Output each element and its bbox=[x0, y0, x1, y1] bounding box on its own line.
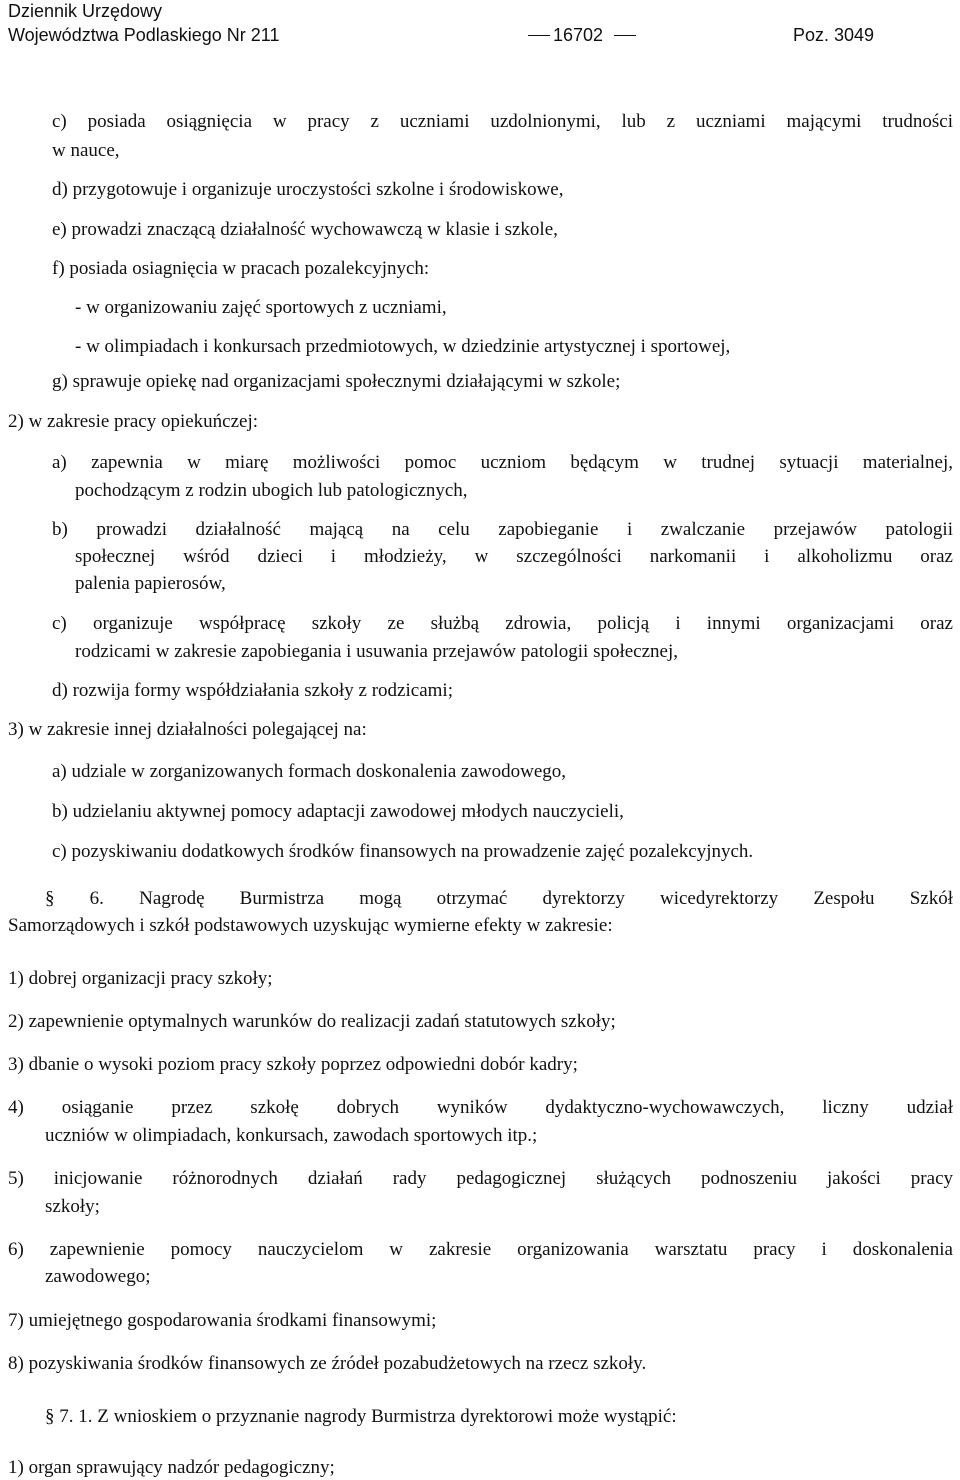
text-line: 8) pozyskiwania środków finansowych ze źródeł pozabudżetowych na rzecz szkoły. bbox=[8, 1353, 647, 1374]
text-line: c) pozyskiwaniu dodatkowych środków finansowych na prowadzenie zajęć pozalekcyjnych. bbox=[52, 841, 754, 862]
text-line: rodzicami w zakresie zapobiegania i usuwania przejawów patologii społecznej, bbox=[75, 641, 679, 662]
journal-title-line2: Województwa Podlaskiego Nr 211 bbox=[8, 25, 280, 45]
text-line: § 6. Nagrodę Burmistrza mogą otrzymać dyrektorzy wicedyrektorzy Zespołu Szkół bbox=[45, 888, 953, 909]
text-line: 3) w zakresie innej działalności polegającej na: bbox=[8, 719, 367, 740]
text-line: g) sprawuje opiekę nad organizacjami społecznymi działającymi w szkole; bbox=[52, 371, 621, 392]
text-line: 2) w zakresie pracy opiekuńczej: bbox=[8, 411, 259, 432]
text-line: 3) dbanie o wysoki poziom pracy szkoły poprzez odpowiedni dobór kadry; bbox=[8, 1054, 578, 1075]
text-line: 5) inicjowanie różnorodnych działań rady pedagogicznej służących podnoszeniu jakości pracy bbox=[8, 1168, 953, 1189]
text-line: e) prowadzi znaczącą działalność wychowawczą w klasie i szkole, bbox=[52, 219, 558, 240]
text-line: d) przygotowuje i organizuje uroczystości szkolne i środowiskowe, bbox=[52, 179, 564, 200]
text-line: Samorządowych i szkół podstawowych uzyskując wymierne efekty w zakresie: bbox=[8, 915, 613, 936]
text-line: a) udziale w zorganizowanych formach doskonalenia zawodowego, bbox=[52, 761, 567, 782]
text-line: d) rozwija formy współdziałania szkoły z rodzicami; bbox=[52, 680, 453, 701]
text-line: 4) osiąganie przez szkołę dobrych wyników dydaktyczno-wychowawczych, liczny udział bbox=[8, 1097, 953, 1118]
journal-title-line1: Dziennik Urzędowy bbox=[8, 1, 163, 21]
text-line: c) organizuje współpracę szkoły ze służbą zdrowia, policją i innymi organizacjami oraz bbox=[52, 613, 953, 634]
text-line: 7) umiejętnego gospodarowania środkami finansowymi; bbox=[8, 1310, 437, 1331]
text-line: 2) zapewnienie optymalnych warunków do realizacji zadań statutowych szkoły; bbox=[8, 1011, 616, 1032]
text-line: b) udzielaniu aktywnej pomocy adaptacji zawodowej młodych nauczycieli, bbox=[52, 801, 624, 822]
text-line: § 7. 1. Z wnioskiem o przyznanie nagrody Burmistrza dyrektorowi może wystąpić: bbox=[45, 1406, 677, 1427]
text-line: 1) dobrej organizacji pracy szkoły; bbox=[8, 968, 273, 989]
header-rule-right bbox=[614, 35, 636, 36]
text-line: c) posiada osiągnięcia w pracy z uczniami uzdolnionymi, lub z uczniami mającymi trudności bbox=[52, 111, 953, 132]
text-line: - w organizowaniu zajęć sportowych z uczniami, bbox=[75, 297, 447, 318]
text-line: palenia papierosów, bbox=[75, 573, 226, 594]
text-line: b) prowadzi działalność mającą na celu zapobieganie i zwalczanie przejawów patologii bbox=[52, 519, 953, 540]
text-line: uczniów w olimpiadach, konkursach, zawodach sportowych itp.; bbox=[45, 1125, 538, 1146]
text-line: zawodowego; bbox=[45, 1266, 151, 1287]
text-line: f) posiada osiagnięcia w pracach pozalekcyjnych: bbox=[52, 258, 430, 279]
text-line: pochodzącym z rodzin ubogich lub patologicznych, bbox=[75, 480, 468, 501]
text-line: szkoły; bbox=[45, 1196, 100, 1217]
text-line: a) zapewnia w miarę możliwości pomoc uczniom będącym w trudnej sytuacji materialnej, bbox=[52, 452, 953, 473]
position-number: Poz. 3049 bbox=[793, 25, 875, 45]
text-line: społecznej wśród dzieci i młodzieży, w szczególności narkomanii i alkoholizmu oraz bbox=[75, 546, 953, 567]
header-rule-left bbox=[528, 35, 550, 36]
text-line: 6) zapewnienie pomocy nauczycielom w zakresie organizowania warsztatu pracy i doskonalenia bbox=[8, 1239, 953, 1260]
text-line: - w olimpiadach i konkursach przedmiotowych, w dziedzinie artystycznej i sportowej, bbox=[75, 336, 731, 357]
text-line: w nauce, bbox=[52, 140, 120, 161]
text-line: 1) organ sprawujący nadzór pedagogiczny; bbox=[8, 1457, 335, 1478]
page-number: 16702 bbox=[553, 25, 604, 45]
